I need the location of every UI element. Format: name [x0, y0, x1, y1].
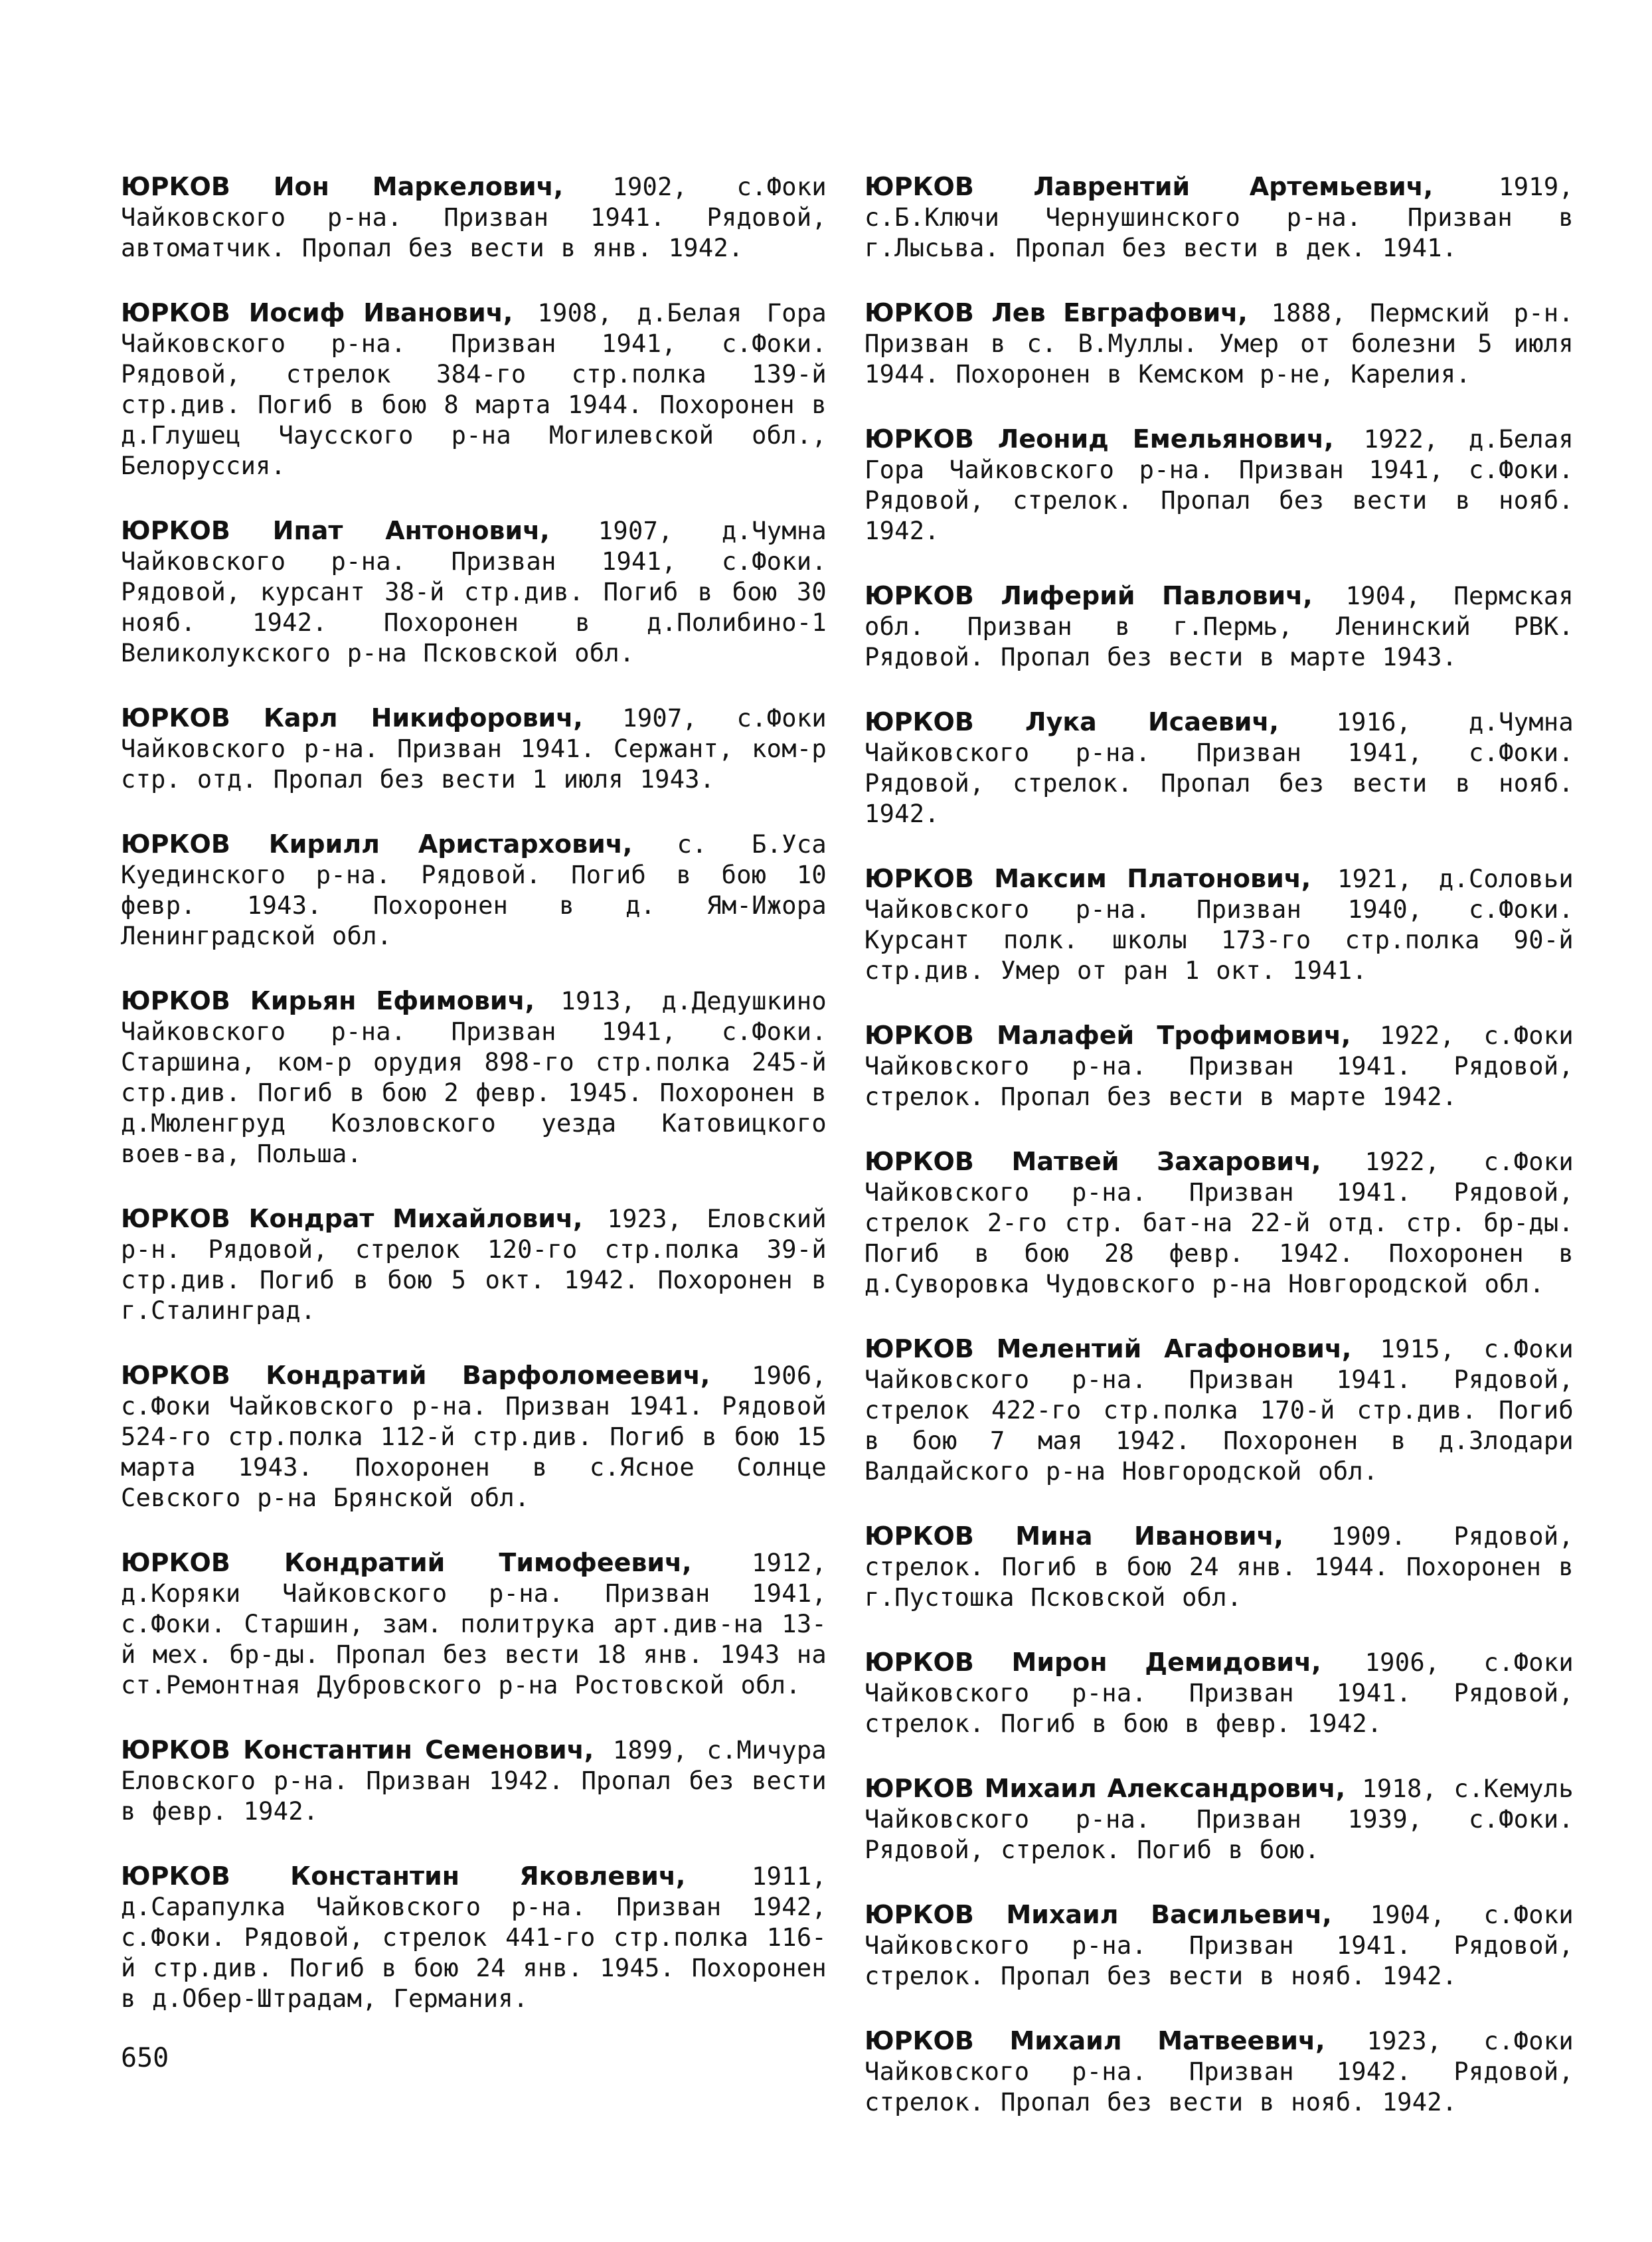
entry-name: ЮРКОВ Константин Семенович, — [121, 1735, 594, 1765]
entry-text: 1923, с.Фоки Чайковского р-на. Призван 1942. Рядовой, стрелок. Пропал без вести в нояб. 1942. — [865, 2027, 1574, 2116]
entry-name: ЮРКОВ Михаил Васильевич, — [865, 1900, 1332, 1929]
entry-text: с. Б.Уса Куединского р-на. Рядовой. Погиб в бою 10 февр. 1943. Похоронен в д. Ям-Ижора Ленинградской обл. — [121, 830, 827, 950]
entry-name: ЮРКОВ Ипат Антонович, — [121, 516, 550, 545]
entry-name: ЮРКОВ Мелентий Агафонович, — [865, 1334, 1352, 1363]
entry-name: ЮРКОВ Ион Маркелович, — [121, 172, 564, 201]
biography-entry — [865, 1020, 1574, 1112]
entry-name: ЮРКОВ Леонид Емельянович, — [865, 424, 1334, 454]
biography-entry — [121, 986, 827, 1169]
entry-name: ЮРКОВ Кондратий Тимофеевич, — [121, 1548, 692, 1577]
entry-text: 1909. Рядовой, стрелок. Погиб в бою 24 янв. 1944. Похоронен в г.Пустошка Псковской обл. — [865, 1522, 1574, 1612]
entry-text: 1888, Пермский р-н. Призван в с. В.Муллы. Умер от болезни 5 июля 1944. Похоронен в Кемском р-не, Карелия. — [865, 299, 1574, 388]
entry-name: ЮРКОВ Малафей Трофимович, — [865, 1021, 1351, 1050]
entry-name: ЮРКОВ Лев Евграфович, — [865, 298, 1248, 327]
biography-entry — [865, 1899, 1574, 1992]
entry-text: 1906, с.Фоки Чайковского р-на. Призван 1941. Рядовой, стрелок. Погиб в бою в февр. 1942. — [865, 1648, 1574, 1738]
entry-text: 1912, д.Коряки Чайковского р-на. Призван 1941, с.Фоки. Старшин, зам. политрука арт.див-на 13-й мех. бр-ды. Пропал без вести 18 янв. 1943 на ст.Ремонтная Дубровского р-на Ростовской обл. — [121, 1549, 827, 1699]
entry-name: ЮРКОВ Лука Исаевич, — [865, 707, 1279, 736]
biography-entry — [121, 703, 827, 795]
entry-name: ЮРКОВ Кирьян Ефимович, — [121, 986, 535, 1015]
entry-name: ЮРКОВ Кондратий Варфоломеевич, — [121, 1361, 710, 1390]
biography-entry — [121, 1360, 827, 1513]
entry-name: ЮРКОВ Лиферий Павлович, — [865, 581, 1313, 610]
page-number: 650 — [121, 2043, 169, 2073]
biography-entry — [121, 1861, 827, 2014]
entry-text: 1921, д.Соловьи Чайковского р-на. Призван 1940, с.Фоки. Курсант полк. школы 173-го стр.полка 90-й стр.див. Умер от ран 1 окт. 1941. — [865, 865, 1574, 985]
biography-entry — [865, 171, 1574, 264]
entry-text: 1902, с.Фоки Чайковского р-на. Призван 1941. Рядовой, автоматчик. Пропал без вести в янв. 1942. — [121, 173, 827, 262]
biography-entry — [121, 1547, 827, 1701]
entry-text: 1906, с.Фоки Чайковского р-на. Призван 1941. Рядовой 524-го стр.полка 112-й стр.див. Погиб в бою 15 марта 1943. Похоронен в с.Ясное Солнце Севского р-на Брянской обл. — [121, 1361, 827, 1512]
entry-text: 1904, с.Фоки Чайковского р-на. Призван 1941. Рядовой, стрелок. Пропал без вести в нояб. 1942. — [865, 1901, 1574, 1990]
entry-text: 1915, с.Фоки Чайковского р-на. Призван 1941. Рядовой, стрелок 422-го стр.полка 170-й стр.див. Погиб в бою 7 мая 1942. Похоронен в д.Злодари Валдайского р-на Новгородской обл. — [865, 1335, 1574, 1486]
entry-name: ЮРКОВ Кирилл Аристархович, — [121, 829, 633, 859]
biography-entry — [865, 863, 1574, 986]
biography-entry — [865, 424, 1574, 547]
biography-entry — [121, 1203, 827, 1326]
entry-name: ЮРКОВ Мина Иванович, — [865, 1521, 1283, 1551]
biography-entry — [865, 298, 1574, 390]
entry-text: 1907, д.Чумна Чайковского р-на. Призван 1941, с.Фоки. Рядовой, курсант 38-й стр.див. Погиб в бою 30 нояб. 1942. Похоронен в д.Полибино-1 Великолукского р-на Псковской обл. — [121, 517, 827, 667]
entry-name: ЮРКОВ Лаврентий Артемьевич, — [865, 172, 1434, 201]
entry-name: ЮРКОВ Матвей Захарович, — [865, 1147, 1321, 1176]
entry-text: 1908, д.Белая Гора Чайковского р-на. Призван 1941, с.Фоки. Рядовой, стрелок 384-го стр.полка 139-й стр.див. Погиб в бою 8 марта 1944. Похоронен в д.Глушец Чаусского р-на Могилевской обл., Белоруссия. — [121, 299, 827, 480]
entry-text: 1913, д.Дедушкино Чайковского р-на. Призван 1941, с.Фоки. Старшина, ком-р орудия 898-го стр.полка 245-й стр.див. Погиб в бою 2 февр. 1945. Похоронен в д.Мюленгруд Козловского уезда Катовицкого воев-ва, Польша. — [121, 987, 827, 1168]
biography-entry — [865, 2026, 1574, 2118]
right-column — [865, 171, 1574, 2152]
biography-entry — [121, 829, 827, 952]
entry-name: ЮРКОВ Максим Платонович, — [865, 864, 1311, 893]
entry-text: 1922, с.Фоки Чайковского р-на. Призван 1941. Рядовой, стрелок 2-го стр. бат-на 22-й отд. стр. бр-ды. Погиб в бою 28 февр. 1942. Похоронен в д.Суворовка Чудовского р-на Новгородской обл. — [865, 1148, 1574, 1298]
entry-name: ЮРКОВ Михаил Матвеевич, — [865, 2026, 1325, 2055]
biography-entry — [121, 298, 827, 481]
entry-name: ЮРКОВ Иосиф Иванович, — [121, 298, 513, 327]
entry-text: 1916, д.Чумна Чайковского р-на. Призван 1941, с.Фоки. Рядовой, стрелок. Пропал без вести в нояб. 1942. — [865, 708, 1574, 828]
entry-text: 1923, Еловский р-н. Рядовой, стрелок 120-го стр.полка 39-й стр.див. Погиб в бою 5 окт. 1942. Похоронен в г.Сталинград. — [121, 1205, 827, 1325]
entry-text: 1922, с.Фоки Чайковского р-на. Призван 1941. Рядовой, стрелок. Пропал без вести в марте 1942. — [865, 1021, 1574, 1111]
entry-name: ЮРКОВ Михаил Александрович, — [865, 1774, 1346, 1803]
biography-entry — [865, 1773, 1574, 1865]
entry-name: ЮРКОВ Кондрат Михайлович, — [121, 1204, 583, 1233]
biography-entry — [121, 1735, 827, 1827]
biography-entry — [865, 1647, 1574, 1739]
entry-text: 1918, с.Кемуль Чайковского р-на. Призван 1939, с.Фоки. Рядовой, стрелок. Погиб в бою. — [865, 1774, 1574, 1864]
biography-entry — [121, 515, 827, 669]
entry-name: ЮРКОВ Карл Никифорович, — [121, 703, 583, 733]
biography-entry — [121, 171, 827, 264]
entry-text: 1922, д.Белая Гора Чайковского р-на. Призван 1941, с.Фоки. Рядовой, стрелок. Пропал без вести в нояб. 1942. — [865, 425, 1574, 545]
entry-name: ЮРКОВ Константин Яковлевич, — [121, 1861, 686, 1891]
biography-entry — [865, 1521, 1574, 1613]
entry-text: 1911, д.Сарапулка Чайковского р-на. Призван 1942, с.Фоки. Рядовой, стрелок 441-го стр.полка 116-й стр.див. Погиб в бою 24 янв. 1945. Похоронен в д.Обер-Штрадам, Германия. — [121, 1862, 827, 2013]
entry-text: 1899, с.Мичура Еловского р-на. Призван 1942. Пропал без вести в февр. 1942. — [121, 1736, 827, 1826]
biography-entry — [865, 580, 1574, 673]
entry-name: ЮРКОВ Мирон Демидович, — [865, 1648, 1321, 1677]
entry-text: 1919, с.Б.Ключи Чернушинского р-на. Призван в г.Лысьва. Пропал без вести в дек. 1941. — [865, 173, 1574, 262]
entry-text: 1904, Пермская обл. Призван в г.Пермь, Ленинский РВК. Рядовой. Пропал без вести в марте 1943. — [865, 582, 1574, 671]
biography-entry — [865, 707, 1574, 829]
left-column — [121, 171, 827, 2048]
biography-entry — [865, 1334, 1574, 1487]
entry-text: 1907, с.Фоки Чайковского р-на. Призван 1941. Сержант, ком-р стр. отд. Пропал без вести 1 июля 1943. — [121, 704, 827, 794]
biography-entry — [865, 1146, 1574, 1300]
